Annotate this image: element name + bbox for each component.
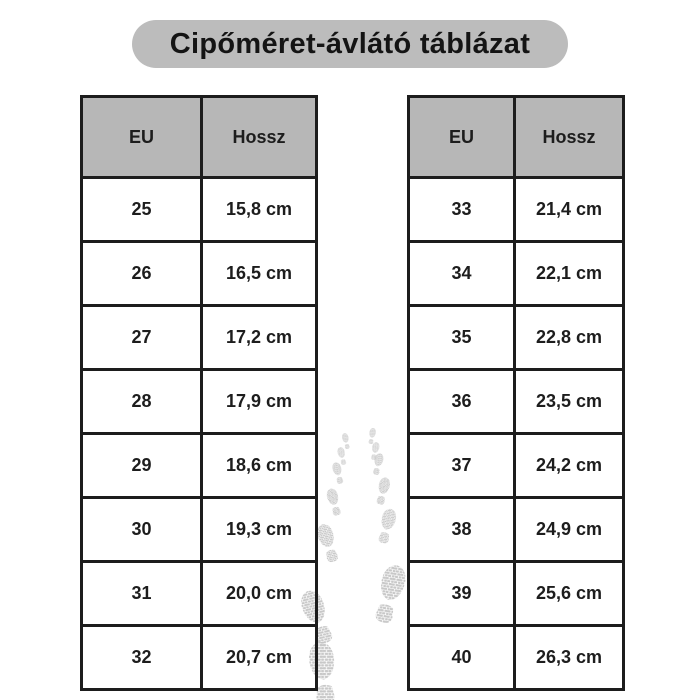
table-row (409, 370, 624, 434)
size-table-left (80, 95, 318, 691)
table-cell: 37 (409, 434, 515, 498)
table-row (82, 178, 317, 242)
table-cell: 26 (82, 242, 202, 306)
table-cell: 22,1 cm (515, 242, 624, 306)
column-header: Hossz (515, 97, 624, 178)
footprint-icon (329, 460, 347, 485)
column-header: EU (82, 97, 202, 178)
table-row (409, 178, 624, 242)
table-cell: 39 (409, 562, 515, 626)
header-row (82, 97, 317, 178)
table-cell: 24,9 cm (515, 498, 624, 562)
table-row (82, 562, 317, 626)
table-cell: 21,4 cm (515, 178, 624, 242)
table-cell: 40 (409, 626, 515, 690)
table-cell: 20,7 cm (202, 626, 317, 690)
table-cell: 24,2 cm (515, 434, 624, 498)
table-cell: 23,5 cm (515, 370, 624, 434)
column-header: Hossz (202, 97, 317, 178)
footprint-icon (335, 446, 350, 467)
table-cell: 34 (409, 242, 515, 306)
table-cell: 31 (82, 562, 202, 626)
table-cell: 33 (409, 178, 515, 242)
table-cell: 17,9 cm (202, 370, 317, 434)
footprint-icon (368, 441, 382, 462)
table-row (82, 242, 317, 306)
table-cell: 22,8 cm (515, 306, 624, 370)
table-row (82, 370, 317, 434)
table-row (409, 434, 624, 498)
table-cell: 17,2 cm (202, 306, 317, 370)
footprint-icon (323, 486, 346, 518)
page-title: Cipőméret-ávlátó táblázat (132, 20, 568, 68)
table-cell: 26,3 cm (515, 626, 624, 690)
column-header: EU (409, 97, 515, 178)
table-cell: 15,8 cm (202, 178, 317, 242)
table-row (409, 562, 624, 626)
table-row (82, 306, 317, 370)
footprint-icon (373, 506, 402, 547)
table-cell: 28 (82, 370, 202, 434)
table-cell: 16,5 cm (202, 242, 317, 306)
table-cell: 19,3 cm (202, 498, 317, 562)
table-row (82, 434, 317, 498)
table-cell: 25 (82, 178, 202, 242)
table-row (409, 242, 624, 306)
table-cell: 29 (82, 434, 202, 498)
table-cell: 18,6 cm (202, 434, 317, 498)
table-cell: 35 (409, 306, 515, 370)
table-row (82, 626, 317, 690)
table-cell: 36 (409, 370, 515, 434)
table-cell: 32 (82, 626, 202, 690)
header-row (409, 97, 624, 178)
table-row (409, 498, 624, 562)
footprint-icon (372, 475, 394, 507)
table-row (409, 306, 624, 370)
table-row (409, 626, 624, 690)
table-cell: 20,0 cm (202, 562, 317, 626)
footprint-icon (340, 432, 353, 451)
table-cell: 30 (82, 498, 202, 562)
footprint-icon (366, 427, 378, 445)
table-cell: 27 (82, 306, 202, 370)
footprint-icon (369, 451, 386, 476)
table-cell: 38 (409, 498, 515, 562)
table-row (82, 498, 317, 562)
size-table-right (407, 95, 625, 691)
table-cell: 25,6 cm (515, 562, 624, 626)
